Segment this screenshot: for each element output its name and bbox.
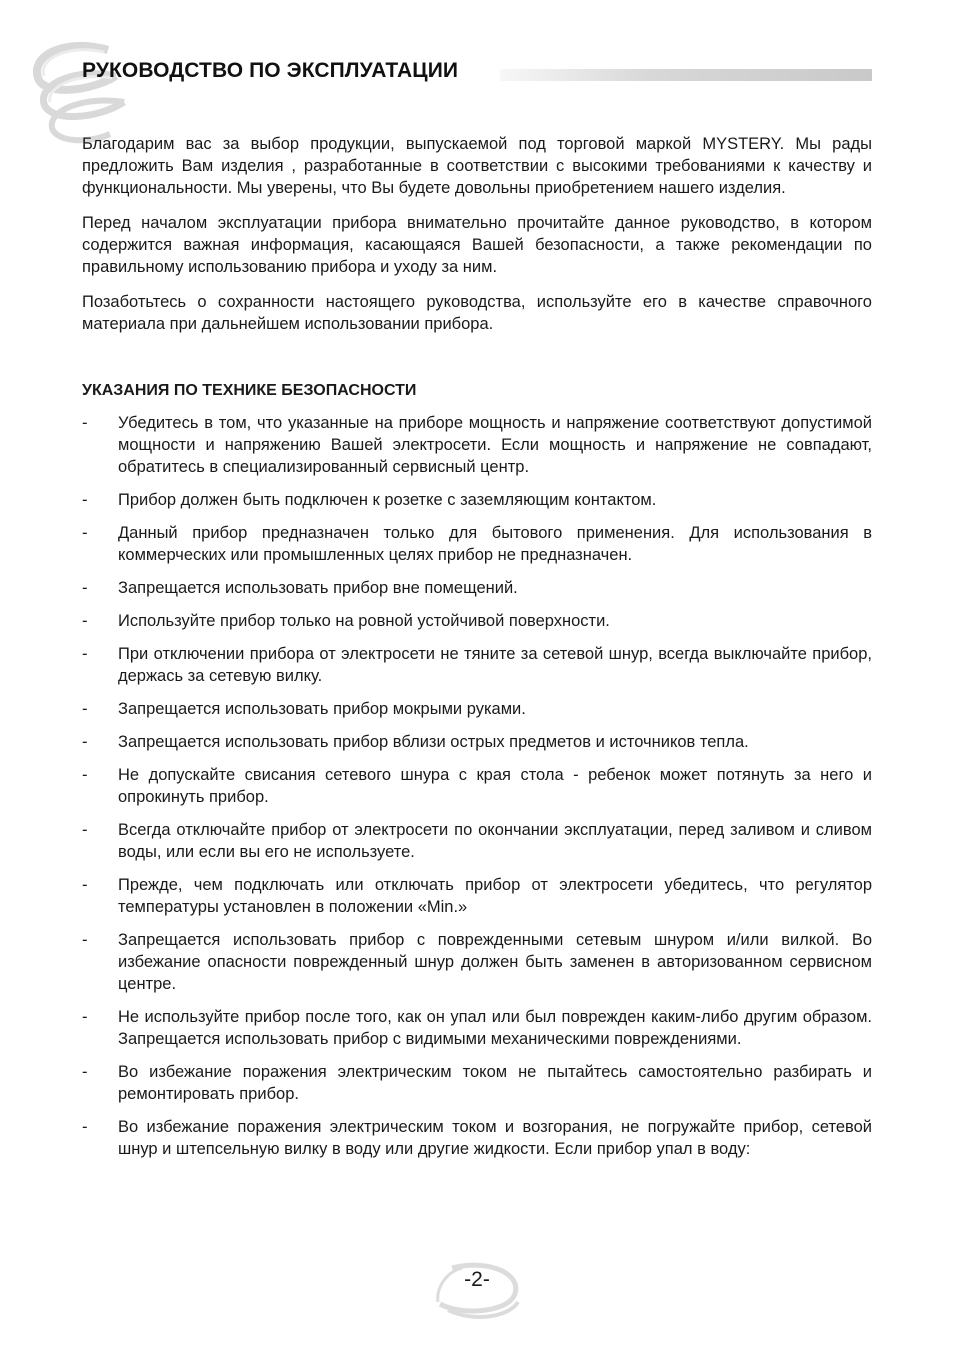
list-item xyxy=(82,1006,872,1050)
list-item xyxy=(82,643,872,687)
bullet-dash: - xyxy=(82,821,88,839)
list-item xyxy=(82,764,872,808)
list-item xyxy=(82,412,872,478)
list-item xyxy=(82,1116,872,1160)
list-item xyxy=(82,929,872,995)
list-item-text: Используйте прибор только на ровной устойчивой поверхности. xyxy=(118,612,610,630)
swirl-decoration-icon xyxy=(20,30,135,150)
list-item-text: Запрещается использовать прибор вблизи острых предметов и источников тепла. xyxy=(118,733,749,751)
bullet-dash: - xyxy=(82,931,88,949)
main-content xyxy=(82,133,872,1171)
list-item xyxy=(82,577,872,599)
list-item xyxy=(82,698,872,720)
page-number: -2- xyxy=(464,1268,490,1291)
list-item-text: Во избежание поражения электрическим током не пытайтесь самостоятельно разбирать и ремонтировать прибор. xyxy=(118,1063,872,1103)
bullet-dash: - xyxy=(82,1063,88,1081)
list-item xyxy=(82,1061,872,1105)
intro-paragraph: Позаботьтесь о сохранности настоящего руководства, используйте его в качестве справочного материала при дальнейшем использовании прибора. xyxy=(82,293,872,333)
list-item-text: Данный прибор предназначен только для бытового применения. Для использования в коммерческих или промышленных целях прибор не предназначен. xyxy=(118,524,872,564)
list-item xyxy=(82,489,872,511)
page-number-badge xyxy=(432,1258,524,1324)
list-item-text: Не используйте прибор после того, как он упал или был поврежден каким-либо другим образом. Запрещается использовать прибор с видимыми механическими повреждениями. xyxy=(118,1008,872,1048)
bullet-dash: - xyxy=(82,1008,88,1026)
list-item xyxy=(82,731,872,753)
list-item-text: Всегда отключайте прибор от электросети по окончании эксплуатации, перед заливом и сливом воды, или если вы его не используете. xyxy=(118,821,872,861)
title-rule-bar xyxy=(500,69,872,81)
list-item-text: Запрещается использовать прибор с поврежденными сетевым шнуром и/или вилкой. Во избежание опасности поврежденный шнур должен быть заменен в авторизованном сервисном центре. xyxy=(118,931,872,993)
list-item-text: Во избежание поражения электрическим током и возгорания, не погружайте прибор, сетевой шнур и штепсельную вилку в воду или другие жидкости. Если прибор упал в воду: xyxy=(118,1118,872,1158)
bullet-dash: - xyxy=(82,612,88,630)
bullet-dash: - xyxy=(82,645,88,663)
list-item-text: Запрещается использовать прибор мокрыми руками. xyxy=(118,700,526,718)
list-item-text: Убедитесь в том, что указанные на приборе мощность и напряжение соответствуют допустимой мощности и напряжению Вашей электросети. Если мощность и напряжение не совпадают, обратитесь в специализированный сервисный центр. xyxy=(118,414,872,476)
bullet-dash: - xyxy=(82,733,88,751)
intro-paragraph: Перед началом эксплуатации прибора внимательно прочитайте данное руководство, в котором содержится важная информация, касающаяся Вашей безопасности, а также рекомендации по правильному использованию прибора и уходу за ним. xyxy=(82,214,872,276)
intro-paragraph: Благодарим вас за выбор продукции, выпускаемой под торговой маркой MYSTERY. Мы рады предложить Вам изделия , разработанные в соответствии с высокими требованиями к качеству и функциональности. Мы уверены, что Вы будете довольны приобретением нашего изделия. xyxy=(82,135,872,197)
page-title: РУКОВОДСТВО ПО ЭКСПЛУАТАЦИИ xyxy=(82,59,459,82)
list-item xyxy=(82,874,872,918)
section-title-safety: УКАЗАНИЯ ПО ТЕХНИКЕ БЕЗОПАСНОСТИ xyxy=(82,382,417,399)
bullet-dash: - xyxy=(82,414,88,432)
bullet-dash: - xyxy=(82,876,88,894)
bullet-dash: - xyxy=(82,579,88,597)
bullet-dash: - xyxy=(82,524,88,542)
list-item-text: Запрещается использовать прибор вне помещений. xyxy=(118,579,518,597)
bullet-dash: - xyxy=(82,1118,88,1136)
bullet-dash: - xyxy=(82,491,88,509)
list-item-text: При отключении прибора от электросети не тяните за сетевой шнур, всегда выключайте прибор, держась за сетевую вилку. xyxy=(118,645,872,685)
list-item xyxy=(82,522,872,566)
bullet-dash: - xyxy=(82,766,88,784)
list-item xyxy=(82,819,872,863)
safety-list xyxy=(82,412,872,1160)
list-item xyxy=(82,610,872,632)
list-item-text: Не допускайте свисания сетевого шнура с края стола - ребенок может потянуть за него и опрокинуть прибор. xyxy=(118,766,872,806)
list-item-text: Прибор должен быть подключен к розетке с заземляющим контактом. xyxy=(118,491,657,509)
bullet-dash: - xyxy=(82,700,88,718)
list-item-text: Прежде, чем подключать или отключать прибор от электросети убедитесь, что регулятор температуры установлен в положении «Min.» xyxy=(118,876,872,916)
